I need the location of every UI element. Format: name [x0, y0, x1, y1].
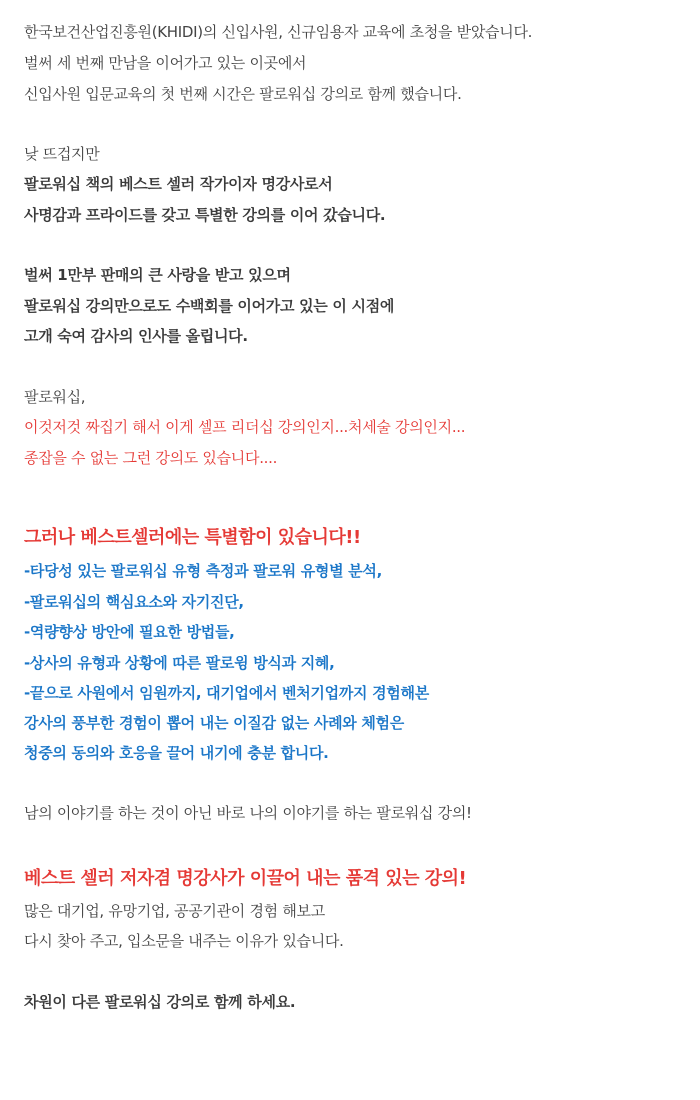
my-story-line: 남의 이야기를 하는 것이 아닌 바로 나의 이야기를 하는 팔로워십 강의! [24, 804, 472, 822]
quality-line-2: 다시 찾아 주고, 입소문을 내주는 이유가 있습니다. [24, 932, 344, 950]
special-point-7: 청중의 동의와 호응을 끌어 내기에 충분 합니다. [24, 744, 329, 762]
hot-day-line-1: 낮 뜨겁지만 [24, 145, 100, 163]
hot-day-line-2: 팔로워십 책의 베스트 셀러 작가이자 명강사로서 [24, 175, 333, 193]
special-point-3: -역량향상 방안에 필요한 방법들, [24, 623, 235, 641]
intro-line-3: 신입사원 입문교육의 첫 번째 시간은 팔로워십 강의로 함께 했습니다. [24, 85, 462, 103]
thanks-line-2: 팔로워십 강의만으로도 수백회를 이어가고 있는 이 시점에 [24, 297, 395, 315]
special-point-4: -상사의 유형과 상황에 따른 팔로윙 방식과 지혜, [24, 654, 335, 672]
special-heading: 그러나 베스트셀러에는 특별함이 있습니다!! [24, 527, 361, 548]
special-point-6: 강사의 풍부한 경험이 뽑어 내는 이질감 없는 사례와 체험은 [24, 714, 404, 732]
quality-heading: 베스트 셀러 저자겸 명강사가 이끌어 내는 품격 있는 강의! [24, 868, 467, 889]
followership-line-3: 종잡을 수 없는 그런 강의도 있습니다.... [24, 449, 278, 467]
thanks-line-1: 벌써 1만부 판매의 큰 사랑을 받고 있으며 [24, 266, 291, 284]
followership-line-2: 이것저것 짜집기 해서 이게 셀프 리더십 강의인지...처세술 강의인지... [24, 418, 466, 436]
special-point-2: -팔로워십의 핵심요소와 자기진단, [24, 593, 244, 611]
quality-line-1: 많은 대기업, 유망기업, 공공기관이 경험 해보고 [24, 902, 325, 920]
followership-line-1: 팔로워십, [24, 388, 86, 406]
intro-line-1: 한국보건산업진흥원(KHIDI)의 신입사원, 신규임용자 교육에 초청을 받았습니다. [24, 23, 533, 41]
intro-line-2: 벌써 세 번째 만남을 이어가고 있는 이곳에서 [24, 54, 307, 72]
thanks-line-3: 고개 숙여 감사의 인사를 올립니다. [24, 327, 248, 345]
closing-line: 차원이 다른 팔로워십 강의로 함께 하세요. [24, 993, 296, 1011]
hot-day-line-3: 사명감과 프라이드를 갖고 특별한 강의를 이어 갔습니다. [24, 206, 386, 224]
special-point-1: -타당성 있는 팔로워십 유형 측정과 팔로워 유형별 분석, [24, 562, 382, 580]
special-point-5: -끝으로 사원에서 임원까지, 대기업에서 벤처기업까지 경험해본 [24, 684, 429, 702]
